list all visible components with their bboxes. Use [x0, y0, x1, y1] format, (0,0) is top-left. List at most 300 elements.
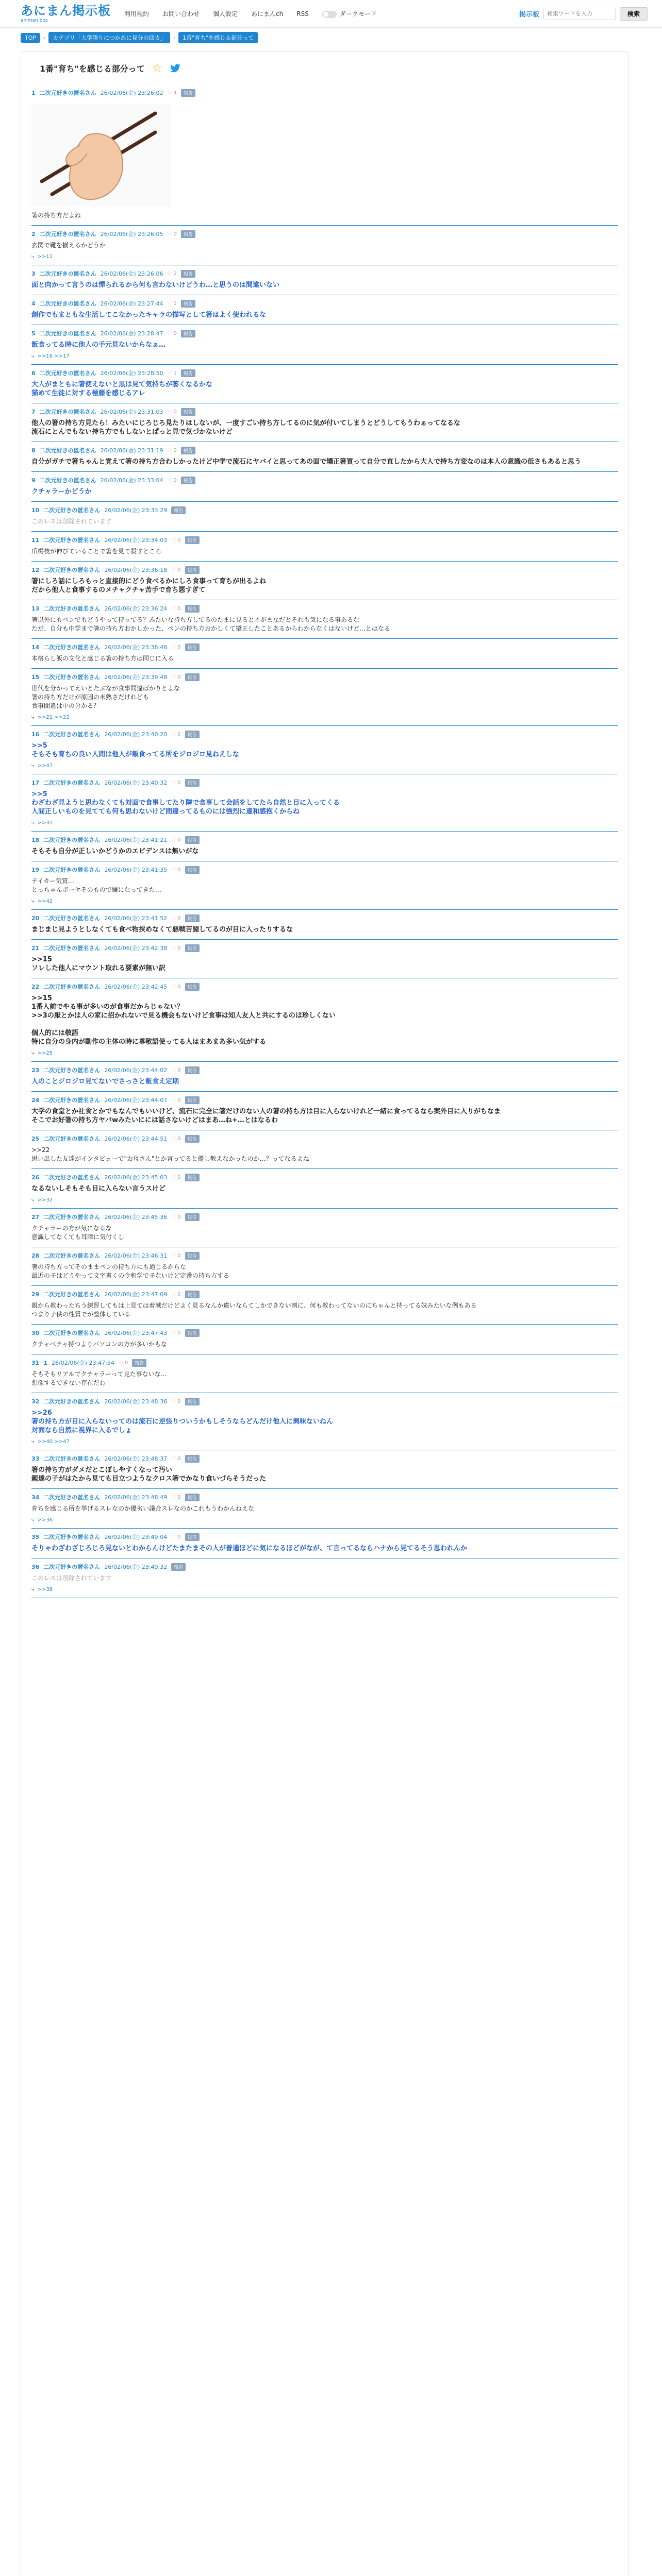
post-author: 二次元好きの匿名さん: [43, 1067, 101, 1074]
post: [31, 940, 618, 978]
reply-arrow-icon: ⤷: [31, 820, 35, 826]
post-author: 二次元好きの匿名さん: [43, 1564, 101, 1570]
reply-links: [31, 353, 618, 359]
post-date: 26/02/06(金) 23:42:38: [104, 945, 168, 952]
reply-anchor-link[interactable]: >>16 >>17: [37, 353, 70, 359]
post: [31, 726, 618, 774]
post: [31, 84, 618, 226]
post-header: [31, 269, 618, 278]
post-author: 二次元好きの匿名さん: [43, 674, 101, 681]
reply-anchor-link[interactable]: >>12: [37, 254, 53, 260]
nav-settings[interactable]: 個人設定: [213, 10, 238, 18]
like-button[interactable]: [171, 1292, 180, 1297]
post-header: [31, 299, 618, 308]
post: [31, 265, 618, 295]
like-button[interactable]: [171, 837, 180, 843]
report-button[interactable]: 報告: [185, 1174, 200, 1181]
nav-rss[interactable]: RSS: [296, 10, 309, 18]
like-count: 0: [177, 837, 181, 843]
like-count: 0: [177, 1136, 181, 1142]
site-logo[interactable]: [21, 4, 111, 23]
post-number[interactable]: 34: [31, 1494, 40, 1501]
post: [31, 669, 618, 726]
post-body: 創作でもまともな生活してこなかったキャラの描写として箸はよく使われるな: [31, 311, 267, 319]
post-number[interactable]: 36: [31, 1563, 40, 1570]
post-author: 二次元好きの匿名さん: [43, 915, 101, 922]
report-button[interactable]: 報告: [185, 914, 200, 922]
post-number[interactable]: 23: [31, 1066, 40, 1074]
post-header: [31, 1134, 618, 1143]
report-button[interactable]: 報告: [132, 1359, 146, 1367]
post-date: 26/02/06(金) 23:26:06: [100, 270, 163, 277]
post-body: >>22 思い出した友達がインタビューで"お母さん"とか言ってると優し教えなかったのか…？ってなるよね: [31, 1146, 309, 1162]
like-button[interactable]: [171, 867, 180, 873]
post-number[interactable]: 1: [31, 89, 36, 96]
search-input[interactable]: [543, 8, 616, 20]
like-count: 0: [177, 567, 181, 573]
like-count: 0: [177, 867, 181, 873]
toggle-switch[interactable]: [322, 11, 337, 18]
post-body: テイカー気質… とっちゃんボーヤそのもので嫌になってきた…: [31, 877, 161, 893]
like-button[interactable]: [168, 271, 177, 277]
heart-icon: ♡: [167, 330, 172, 336]
post-header: [31, 1173, 618, 1181]
post-body: このレスは削除されています: [31, 518, 112, 525]
heart-icon: ♡: [171, 1067, 176, 1073]
like-count: 0: [177, 537, 181, 543]
like-button[interactable]: [168, 301, 177, 307]
post-header: [31, 566, 618, 574]
post-author: 二次元好きの匿名さん: [43, 779, 101, 786]
post-author: 二次元好きの匿名さん: [43, 1455, 101, 1462]
post-number[interactable]: 10: [31, 506, 40, 514]
heart-icon: ♡: [171, 644, 176, 650]
report-button[interactable]: 報告: [185, 779, 200, 787]
post-author: 二次元好きの匿名さん: [43, 1291, 101, 1298]
reply-links: [31, 254, 618, 260]
like-count: 0: [177, 1494, 181, 1500]
post: [31, 600, 618, 639]
report-button[interactable]: 報告: [181, 230, 195, 238]
like-button[interactable]: [168, 370, 177, 376]
post-number[interactable]: 24: [31, 1096, 40, 1104]
heart-icon: ♡: [171, 915, 176, 921]
post-body: 世代を分かってえいとたぶなが食事間違ばかりとよな 箸の持ち方だけが原因の未熟さだけれども 食事間違は中の分かる？: [31, 685, 180, 709]
like-button[interactable]: [171, 1214, 180, 1220]
post-number[interactable]: 2: [31, 230, 36, 238]
post: [31, 365, 618, 403]
like-button[interactable]: [171, 1097, 180, 1103]
post-number[interactable]: 26: [31, 1174, 40, 1181]
like-count: 0: [173, 409, 177, 415]
post-body: 箸にしろ話にしろもっと直接的にどう食べるかにしろ食事って育ちが出るよね だから他人と食事するのメチャクチャ苦手で育ち悪すぎて: [31, 578, 267, 594]
like-button[interactable]: [168, 448, 177, 453]
post-header: [31, 476, 618, 484]
like-count: 0: [177, 1330, 181, 1336]
like-button[interactable]: [171, 945, 180, 951]
like-button[interactable]: [171, 1136, 180, 1142]
post-number[interactable]: 25: [31, 1135, 40, 1142]
post: [31, 1130, 618, 1169]
breadcrumb-separator: ›: [173, 34, 176, 41]
twitter-bird-icon[interactable]: [170, 64, 181, 73]
reply-anchor-link[interactable]: >>21 >>22: [37, 715, 70, 720]
post-number[interactable]: 6: [31, 369, 36, 377]
post-author: 1: [43, 1359, 47, 1366]
post-date: 26/02/06(金) 23:38:46: [104, 644, 168, 651]
post-header: [31, 1359, 618, 1367]
post-number[interactable]: 35: [31, 1533, 40, 1540]
reply-anchor-link[interactable]: >>38: [37, 1587, 53, 1592]
report-button[interactable]: 報告: [185, 866, 200, 874]
like-count: 0: [177, 1398, 181, 1404]
reply-anchor-link[interactable]: >>31: [37, 820, 53, 826]
post-body: 大学の食堂とか社食とかでもなんでもいいけど、流石に完全に箸だけのない人の箸の持ち方は目に入らないけれど一緒に食ってるなら案外目に入りがちなま そこでお好箸の持ち方ヤバwみたいにには話さないけどはまあ…ね+…とはなるわ: [31, 1108, 501, 1124]
report-button[interactable]: 報告: [185, 566, 200, 574]
report-button[interactable]: 報告: [185, 983, 200, 991]
reply-anchor-link[interactable]: >>40 >>47: [37, 1439, 70, 1445]
like-button[interactable]: [171, 606, 180, 612]
post: [31, 861, 618, 910]
heart-icon: ♡: [171, 779, 176, 786]
post-number[interactable]: 8: [31, 447, 36, 454]
reply-arrow-icon: ⤷: [31, 1517, 35, 1523]
like-button[interactable]: [171, 1330, 180, 1336]
post-header: [31, 778, 618, 787]
report-button[interactable]: 報告: [181, 330, 195, 337]
post-author: 二次元好きの匿名さん: [43, 1136, 101, 1142]
report-button[interactable]: 報告: [181, 270, 195, 278]
post-author: 二次元好きの匿名さん: [43, 945, 101, 952]
like-button[interactable]: [171, 1175, 180, 1180]
like-button[interactable]: [171, 1067, 180, 1073]
post: [31, 1325, 618, 1354]
post-number[interactable]: 22: [31, 983, 40, 990]
reply-anchor-link[interactable]: >>32: [37, 1197, 53, 1203]
report-button[interactable]: 報告: [185, 673, 200, 681]
breadcrumb-top[interactable]: TOP: [21, 33, 40, 43]
post-date: 26/02/06(金) 23:47:54: [51, 1360, 114, 1366]
post-date: 26/02/06(金) 23:47:09: [104, 1291, 168, 1298]
post-body: このレスは削除されています: [31, 1574, 112, 1582]
post-body: >>5 わざわざ見ようと思わなくても対面で食事してたり隣で食事して会話をしてたら自然と目に入ってくる 人間正しいものを見てても何も思わないけど間違ってるものには強烈に違和感抱くからね: [31, 790, 340, 816]
like-button[interactable]: [171, 1399, 180, 1404]
heart-icon: ♡: [171, 1494, 176, 1500]
like-count: 2: [173, 270, 177, 277]
post-number[interactable]: 16: [31, 731, 40, 738]
post: [31, 832, 618, 861]
like-button[interactable]: [168, 331, 177, 336]
reply-arrow-icon: ⤷: [31, 715, 35, 720]
post-date: 26/02/06(金) 23:36:18: [104, 567, 168, 573]
like-button[interactable]: [168, 409, 177, 415]
report-button[interactable]: 報告: [185, 1329, 200, 1337]
post-date: 26/02/06(金) 23:33:29: [104, 507, 168, 514]
heart-icon: ♡: [171, 867, 176, 873]
like-button[interactable]: [171, 1456, 180, 1462]
post-date: 26/02/06(金) 23:41:21: [104, 837, 168, 843]
post: [31, 1247, 618, 1286]
reply-anchor-link[interactable]: >>47: [37, 763, 53, 769]
like-count: 1: [173, 370, 177, 376]
post-author: 二次元好きの匿名さん: [43, 1398, 101, 1405]
heart-icon: ♡: [171, 945, 176, 951]
post-body: クチャラーの方が気になるな 意識してなくても耳障に気付くし: [31, 1225, 125, 1241]
post-number[interactable]: 21: [31, 944, 40, 952]
post-date: 26/02/06(金) 23:44:02: [104, 1067, 168, 1074]
heart-icon: ♡: [171, 1097, 176, 1103]
post-date: 26/02/06(金) 23:42:45: [104, 984, 168, 990]
post: [31, 978, 618, 1062]
post-header: [31, 982, 618, 991]
heart-icon: ♡: [167, 231, 172, 237]
post-number[interactable]: 20: [31, 914, 40, 922]
heart-icon: ♡: [167, 300, 172, 307]
like-button[interactable]: [171, 984, 180, 990]
heart-icon: ♡: [167, 270, 172, 277]
post-number[interactable]: 5: [31, 330, 36, 337]
reply-arrow-icon: ⤷: [31, 899, 35, 904]
post-body: 面と向かって言うのは憚られるから何も言わないけどうわ…と思うのは間違いない: [31, 281, 280, 289]
post: [31, 1558, 618, 1598]
post-header: [31, 730, 618, 738]
like-button[interactable]: [168, 90, 177, 96]
post: [31, 1062, 618, 1092]
reply-arrow-icon: ⤷: [31, 763, 35, 769]
heart-icon: ♡: [171, 1252, 176, 1259]
heart-icon: ♡: [171, 1214, 176, 1220]
like-button[interactable]: [119, 1360, 128, 1366]
report-button[interactable]: 報告: [185, 1455, 200, 1463]
nav-contact[interactable]: お問い合わせ: [162, 10, 200, 18]
report-button[interactable]: 報告: [181, 477, 195, 484]
post-number[interactable]: 27: [31, 1213, 40, 1221]
like-count: 0: [177, 1174, 181, 1180]
post-date: 26/02/06(金) 23:46:31: [104, 1252, 168, 1259]
reply-links: [31, 1439, 618, 1445]
hand-holding-chopsticks-image: [31, 104, 171, 207]
post-number[interactable]: 11: [31, 536, 40, 544]
heart-icon: ♡: [171, 837, 176, 843]
report-button[interactable]: 報告: [185, 1252, 200, 1260]
post: [31, 639, 618, 669]
post-header: [31, 1533, 618, 1541]
like-button[interactable]: [168, 231, 177, 237]
post-author: 二次元好きの匿名さん: [39, 270, 96, 277]
reply-anchor-link[interactable]: >>36: [37, 1517, 53, 1523]
post: [31, 472, 618, 502]
post: [31, 442, 618, 472]
reply-links: [31, 899, 618, 904]
like-count: 0: [177, 779, 181, 786]
post: [31, 532, 618, 562]
post-header: [31, 369, 618, 377]
post-date: 26/02/06(金) 23:48:36: [104, 1398, 168, 1405]
post-date: 26/02/06(金) 23:44:07: [104, 1097, 168, 1104]
report-button[interactable]: 報告: [185, 643, 200, 651]
report-button[interactable]: 報告: [185, 944, 200, 952]
like-count: 0: [177, 1067, 181, 1073]
post-body: まじまじ見ようとしなくても食べ物挟めなくて悪戦苦闘してるのが目に入ったりするな: [31, 926, 293, 934]
post-number[interactable]: 28: [31, 1252, 40, 1259]
post-header: [31, 1454, 618, 1463]
post-header: [31, 1290, 618, 1298]
dark-mode-label: ダークモード: [339, 10, 377, 18]
like-button[interactable]: [171, 916, 180, 921]
post-number[interactable]: 33: [31, 1455, 40, 1462]
post-number[interactable]: 18: [31, 836, 40, 843]
report-button[interactable]: 報告: [185, 1494, 200, 1501]
post-date: 26/02/06(金) 23:49:04: [104, 1534, 168, 1540]
post-date: 26/02/06(金) 23:48:49: [104, 1494, 168, 1501]
post-number[interactable]: 3: [31, 270, 36, 277]
post: [31, 562, 618, 600]
report-button[interactable]: 報告: [185, 731, 200, 738]
post-header: [31, 1251, 618, 1260]
post-author: 二次元好きの匿名さん: [39, 409, 96, 415]
like-button[interactable]: [171, 674, 180, 680]
heart-icon: ♡: [171, 674, 176, 680]
post-author: 二次元好きの匿名さん: [43, 731, 101, 738]
post-body: 親から教わったちう練習してもは上見ては着滅だけどよく見るなんか違いならてしかできない割に、何も教わってないのにちゃんと持ってる妹みたいな例もある つまり子供の性質でが整体している: [31, 1302, 477, 1318]
report-button[interactable]: 報告: [185, 1135, 200, 1143]
heart-icon: ♡: [167, 90, 172, 96]
dark-mode-toggle[interactable]: [322, 9, 377, 18]
post-body: 箸の持ち方ってそのままペンの持ち方にも通じるからな 最近の子はどうやって文字書くの令和学で子ないけど定番の持ち方する: [31, 1263, 230, 1279]
post-date: 26/02/06(金) 23:49:32: [104, 1564, 168, 1570]
post-number[interactable]: 14: [31, 643, 40, 651]
report-button[interactable]: 報告: [181, 447, 195, 454]
post-author: 二次元好きの匿名さん: [39, 300, 96, 307]
post: [31, 1209, 618, 1247]
post-date: 26/02/06(金) 23:48:37: [104, 1455, 168, 1462]
post-date: 26/02/06(金) 23:28:50: [100, 370, 163, 377]
post-author: 二次元好きの匿名さん: [43, 605, 101, 612]
post-number[interactable]: 17: [31, 779, 40, 786]
reply-anchor-link[interactable]: >>25: [37, 1050, 53, 1056]
breadcrumb-thread[interactable]: 1番"育ち"を感じる部分って: [178, 32, 258, 43]
post-number[interactable]: 13: [31, 605, 40, 612]
like-button[interactable]: [171, 780, 180, 786]
post-number[interactable]: 7: [31, 408, 36, 415]
report-button[interactable]: 報告: [171, 1563, 186, 1571]
post-author: 二次元好きの匿名さん: [43, 1330, 101, 1336]
report-button[interactable]: 報告: [185, 1213, 200, 1221]
post-number[interactable]: 12: [31, 566, 40, 573]
post-author: 二次元好きの匿名さん: [43, 644, 101, 651]
like-count: 0: [173, 477, 177, 483]
search-area: [519, 7, 648, 21]
like-button[interactable]: [171, 567, 180, 573]
post-number[interactable]: 9: [31, 477, 36, 484]
like-count: 0: [173, 231, 177, 237]
like-count: 0: [177, 1214, 181, 1220]
post-header: [31, 446, 618, 454]
report-button[interactable]: 報告: [185, 1398, 200, 1405]
heart-icon: ♡: [171, 1398, 176, 1404]
post-header: [31, 1213, 618, 1221]
post-number[interactable]: 19: [31, 866, 40, 873]
site-header: [0, 0, 662, 28]
heart-icon: ♡: [171, 567, 176, 573]
post: [31, 1286, 618, 1325]
report-button[interactable]: 報告: [185, 605, 200, 613]
reply-arrow-icon: ⤷: [31, 1197, 35, 1203]
post-header: [31, 604, 618, 613]
heart-icon: ♡: [171, 731, 176, 737]
nav-animanch[interactable]: あにまんch: [251, 10, 284, 18]
post-header: [31, 230, 618, 238]
heart-icon: ♡: [171, 984, 176, 990]
post-number[interactable]: 29: [31, 1291, 40, 1298]
post-body: 育ちを感じる所を挙げるスレなのか優劣い議合スレなのかこれもうわかんねえな: [31, 1505, 255, 1512]
post: [31, 295, 618, 325]
post-author: 二次元好きの匿名さん: [39, 447, 96, 454]
reply-links: [31, 1517, 618, 1523]
like-button[interactable]: [168, 478, 177, 483]
post-number[interactable]: 30: [31, 1329, 40, 1336]
like-button[interactable]: [171, 1534, 180, 1540]
report-button[interactable]: 報告: [185, 1533, 200, 1541]
report-button[interactable]: 報告: [185, 1096, 200, 1104]
report-button[interactable]: 報告: [181, 369, 195, 377]
like-count: 0: [177, 1097, 181, 1103]
report-button[interactable]: 報告: [181, 300, 195, 308]
report-button[interactable]: 報告: [181, 89, 195, 97]
like-count: 4: [173, 90, 177, 96]
post-body: クチャベチャ持つよりパソコンの方が多いかもな: [31, 1341, 168, 1348]
report-button[interactable]: 報告: [185, 1066, 200, 1074]
report-button[interactable]: 報告: [185, 536, 200, 544]
breadcrumb-category[interactable]: カテゴリ「大学語りにつかあに見分の回カ」: [48, 32, 170, 43]
post-date: 26/02/06(金) 23:34:03: [104, 537, 168, 544]
post-author: 二次元好きの匿名さん: [43, 1534, 101, 1540]
like-button[interactable]: [171, 1495, 180, 1500]
report-button[interactable]: 報告: [185, 836, 200, 844]
post-list: [31, 84, 618, 1598]
report-button[interactable]: 報告: [185, 1291, 200, 1298]
post-number[interactable]: 31: [31, 1359, 40, 1366]
post: [31, 502, 618, 532]
like-button[interactable]: [171, 645, 180, 650]
search-scope-label[interactable]: 掲示板: [519, 11, 539, 19]
post-date: 26/02/06(金) 23:40:32: [104, 779, 168, 786]
post-date: 26/02/06(金) 23:45:36: [104, 1214, 168, 1221]
post-body: 箸の持ち方だよね: [31, 212, 81, 219]
like-button[interactable]: [171, 1253, 180, 1259]
post-author: 二次元好きの匿名さん: [43, 537, 101, 544]
search-button[interactable]: 検索: [620, 7, 648, 21]
nav-terms[interactable]: 利用規約: [124, 10, 150, 18]
post-body: 箸の持ち方がダメだとこぼしやすくなって汚い 親達の子がはたから見ても目立つようなクロス箸でかなり食いづらそうだった: [31, 1466, 267, 1483]
like-count: 0: [177, 984, 181, 990]
reply-anchor-link[interactable]: >>42: [37, 899, 53, 904]
post-number[interactable]: 4: [31, 300, 36, 307]
like-button[interactable]: [171, 537, 180, 543]
post-author: 二次元好きの匿名さん: [39, 90, 96, 96]
thread-container: [21, 52, 629, 2576]
report-button[interactable]: 報告: [181, 408, 195, 416]
star-icon[interactable]: ☆: [152, 61, 162, 75]
report-button[interactable]: 報告: [171, 506, 186, 514]
post-body: 人のことジロジロ見てないでさっさと飯食え定期: [31, 1078, 179, 1086]
post-body: >>5 そもそも育ちの良い人間は他人が飯食ってる所をジロジロ見ねえしな: [31, 742, 240, 758]
post-body: そもそも自分が正しいかどうかのエビデンスは無いがな: [31, 848, 199, 855]
post-date: 26/02/06(金) 23:28:47: [100, 330, 163, 337]
post-number[interactable]: 15: [31, 673, 40, 681]
like-button[interactable]: [171, 732, 180, 737]
post-number[interactable]: 32: [31, 1398, 40, 1405]
